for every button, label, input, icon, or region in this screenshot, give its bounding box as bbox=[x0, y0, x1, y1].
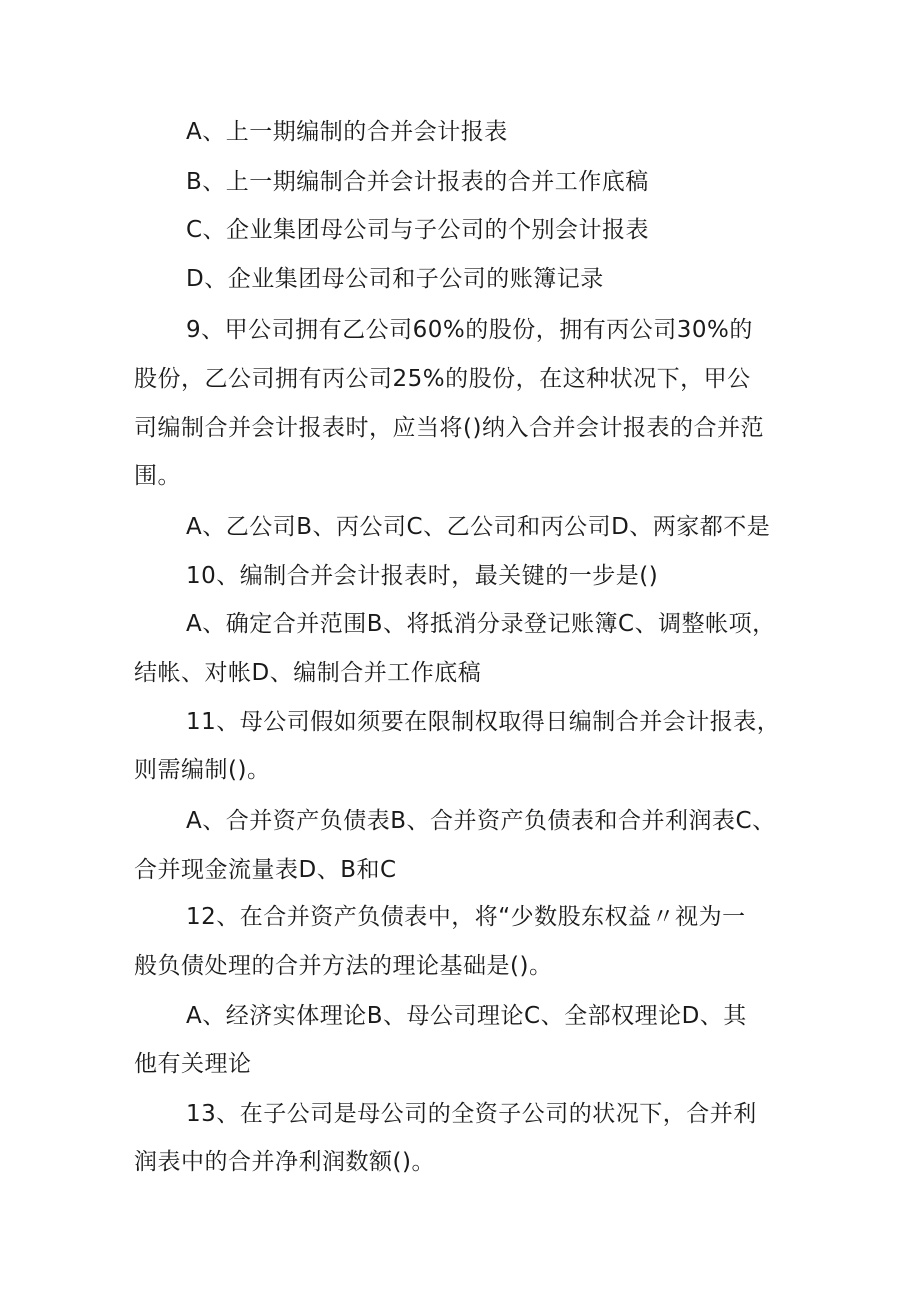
q9-text-line-3: 司编制合并会计报表时，应当将()纳入合并会计报表的合并范 bbox=[134, 415, 764, 441]
q9-text-line-2: 股份，乙公司拥有丙公司25%的股份，在这种状况下，甲公 bbox=[134, 366, 751, 392]
q11-text-line-1: 11、母公司假如须要在限制权取得日编制合并会计报表， bbox=[186, 709, 781, 735]
q10-options-line-1: A、确定合并范围B、将抵消分录登记账簿C、调整帐项， bbox=[186, 611, 776, 637]
q10-options-line-2: 结帐、对帐D、编制合并工作底稿 bbox=[134, 660, 482, 686]
q9-options: A、乙公司B、丙公司C、乙公司和丙公司D、两家都不是 bbox=[186, 514, 771, 540]
q8-option-a: A、上一期编制的合并会计报表 bbox=[186, 119, 508, 145]
q12-text-line-1: 12、在合并资产负债表中，将“少数股东权益〃视为一 bbox=[186, 904, 746, 930]
q12-options-line-1: A、经济实体理论B、母公司理论C、全部权理论D、其 bbox=[186, 1003, 747, 1029]
q12-options-line-2: 他有关理论 bbox=[134, 1051, 252, 1077]
q12-text-line-2: 般负债处理的合并方法的理论基础是()。 bbox=[134, 953, 553, 979]
q8-option-d: D、企业集团母公司和子公司的账簿记录 bbox=[186, 266, 604, 292]
q8-option-c: C、企业集团母公司与子公司的个别会计报表 bbox=[186, 217, 650, 243]
q10-text: 10、编制合并会计报表时，最关键的一步是() bbox=[186, 563, 659, 589]
q11-options-line-1: A、合并资产负债表B、合并资产负债表和合并利润表C、 bbox=[186, 808, 776, 834]
q11-options-line-2: 合并现金流量表D、B和C bbox=[134, 857, 397, 883]
q9-text-line-1: 9、甲公司拥有乙公司60%的股份，拥有丙公司30%的 bbox=[186, 317, 753, 343]
q13-text-line-1: 13、在子公司是母公司的全资子公司的状况下，合并利 bbox=[186, 1101, 757, 1127]
q11-text-line-2: 则需编制()。 bbox=[134, 757, 271, 783]
q8-option-b: B、上一期编制合并会计报表的合并工作底稿 bbox=[186, 169, 649, 195]
q9-text-line-4: 围。 bbox=[134, 463, 181, 489]
q13-text-line-2: 润表中的合并净利润数额()。 bbox=[134, 1149, 435, 1175]
